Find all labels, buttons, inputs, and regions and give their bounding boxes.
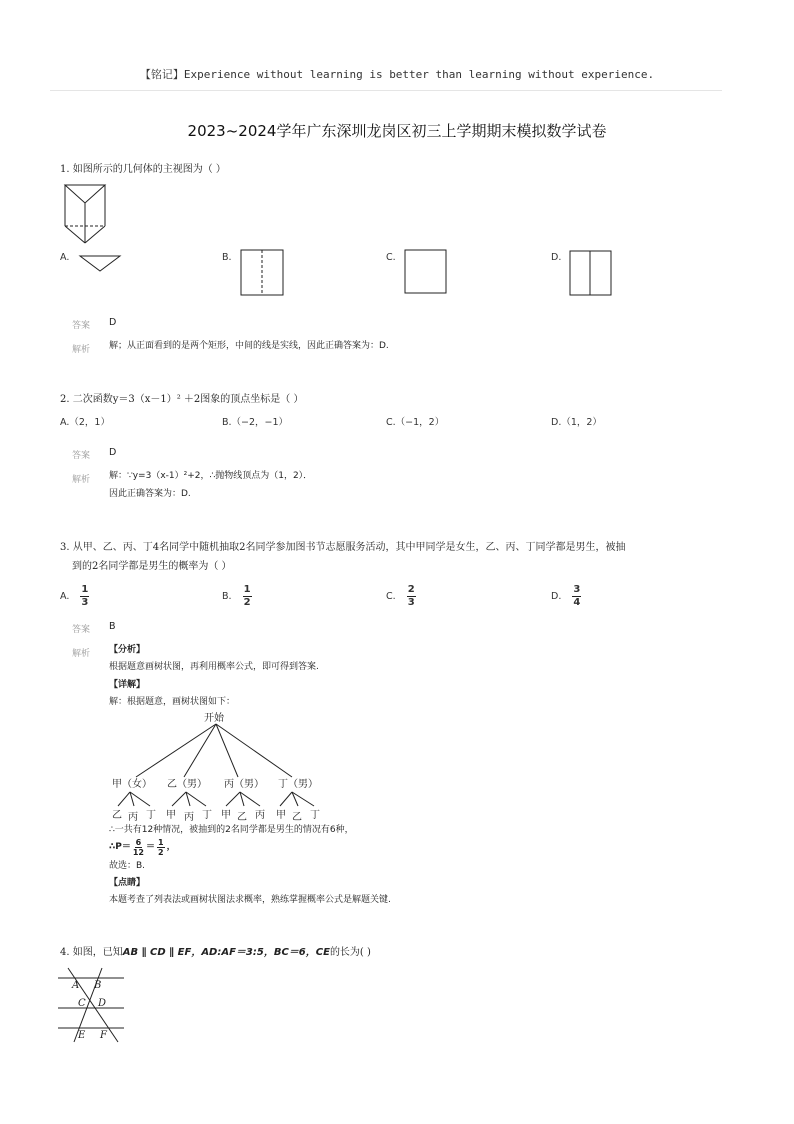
q3-stem-line2: 到的2名同学都是男生的概率为（ ） [72,561,232,572]
tree-leaf: 丙 [184,812,194,823]
q3-answer-label: 答案 [72,625,91,635]
tree-root: 开始 [204,713,224,724]
q2-analysis-label: 解析 [72,475,91,485]
q3-option-a-fraction: $\frac{1}{3}$ [81,584,89,608]
tree-leaf: 乙 [112,810,122,821]
tree-leaf: 甲 [276,810,286,821]
q1-option-c: C. [386,252,396,263]
q2-analysis-line2: 因此正确答案为：D. [109,489,191,499]
q2-option-c: C.（−1，2） [386,417,445,428]
page-title: 2023~2024学年广东深圳龙岗区初三上学期期末模拟数学试卷 [187,122,607,140]
q3-answer: B [109,621,116,632]
q1-prism-figure [60,182,110,246]
q4-stem-math: AB ∥ CD ∥ EF，AD:AF＝3:5，BC＝6，CE [122,947,330,958]
q3-detail-text: 解：根据题意，画树状图如下： [109,697,236,707]
q3-stem-line1: 3. 从甲、乙、丙、丁4名同学中随机抽取2名同学参加图书节志愿服务活动，其中甲同学是女生，乙、丙、丁同学都是男生，被抽 [60,542,626,553]
q1-option-b-rect-dashed [240,249,285,297]
q2-answer-label: 答案 [72,451,91,461]
q3-detail-head: 【详解】 [109,680,146,690]
q2-answer: D [109,447,117,458]
q1-option-d: D. [551,252,562,263]
q3-option-b: B. $\frac{1}{2}$ [222,584,251,608]
q3-option-d: D. $\frac{3}{4}$ [551,584,581,608]
q1-answer: D [109,317,117,328]
tree-leaf: 乙 [292,812,302,823]
motto: 【铭记】Experience without learning is better than learning without experience. [139,68,655,81]
q1-analysis: 解；从正面看到的是两个矩形，中间的线是实线，因此正确答案为：D. [109,341,389,351]
tree-leaf: 甲 [221,810,231,821]
tree-node-bing: 丙（男） [224,779,264,790]
q3-comment-head: 【点睛】 [109,878,146,888]
tree-leaf: 乙 [237,812,247,823]
q3-option-d-fraction: $\frac{3}{4}$ [573,584,581,608]
q1-option-a: A. [60,252,70,263]
tree-node-ding: 丁（男） [278,779,318,790]
q3-probability-formula: ∴P＝ $\frac{6}{12}$ ＝ $\frac{1}{2}$ ， [109,838,176,857]
q4-parallel-lines-figure [56,966,136,1044]
q3-option-c-fraction: $\frac{2}{3}$ [407,584,415,608]
tree-leaf: 甲 [166,810,176,821]
q4-label-c: C [78,998,86,1009]
tree-leaf: 丁 [202,810,212,821]
q3-count-text: ∴一共有12种情况，被抽到的2名同学都是男生的情况有6种， [109,825,354,835]
q2-option-d: D.（1，2） [551,417,602,428]
header-divider [50,90,722,91]
q4-label-f: F [100,1030,107,1041]
q1-answer-label: 答案 [72,321,91,331]
q1-option-d-rect-solid [569,250,613,297]
q3-comment-text: 本题考查了列表法或画树状图法求概率，熟练掌握概率公式是解题关键. [109,895,391,905]
q1-stem: 1. 如图所示的几何体的主视图为（ ） [60,164,226,175]
tree-leaf: 丙 [255,810,265,821]
q4-label-d: D [98,998,107,1009]
q4-label-a: A [72,980,80,991]
q3-option-c: C. $\frac{2}{3}$ [386,584,415,608]
tree-leaf: 丁 [310,810,320,821]
q1-analysis-label: 解析 [72,345,91,355]
q4-label-e: E [78,1030,86,1041]
q2-option-b: B.（−2，−1） [222,417,289,428]
q1-option-c-square [404,249,448,295]
q1-option-a-triangle [79,255,121,273]
tree-leaf: 丙 [128,812,138,823]
q4-label-b: B [94,980,102,991]
q4-stem: 4. 如图，已知AB ∥ CD ∥ EF，AD:AF＝3:5，BC＝6，CE的长为( ) [60,947,371,958]
q3-analysis-label: 解析 [72,649,91,659]
tree-leaf: 丁 [146,810,156,821]
q3-option-a: A. $\frac{1}{3}$ [60,584,89,608]
q2-stem: 2. 二次函数y＝3（x－1）² ＋2图象的顶点坐标是（ ） [60,394,304,405]
q3-choose: 故选：B. [109,861,146,871]
q2-analysis-line1: 解：∵y=3（x-1）²+2，∴抛物线顶点为（1，2）． [109,471,313,481]
tree-node-jia: 甲（女） [112,779,152,790]
tree-node-yi: 乙（男） [167,779,207,790]
q3-option-b-fraction: $\frac{1}{2}$ [243,584,251,608]
q1-option-b: B. [222,252,232,263]
q3-analysis-text: 根据题意画树状图，再利用概率公式，即可得到答案. [109,662,319,672]
q3-analysis-head: 【分析】 [109,645,146,655]
q2-option-a: A.（2，1） [60,417,110,428]
